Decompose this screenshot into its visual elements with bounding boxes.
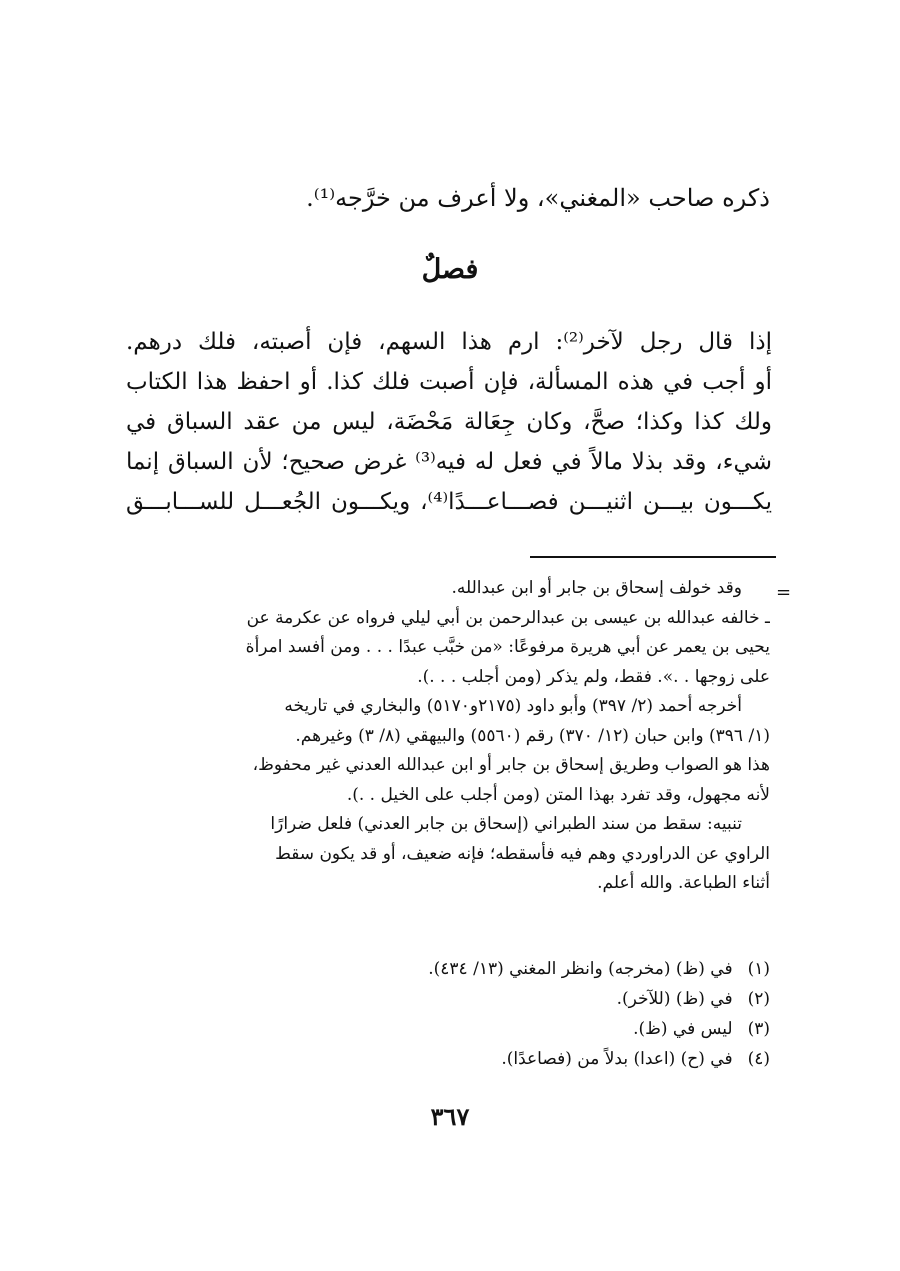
footnote-line: هذا هو الصواب وطريق إسحاق بن جابر أو ابن عبدالله العدني غير محفوظ، [252,755,770,775]
opening-line: ذكره صاحب «المغني»، ولا أعرف من خرَّجه⁽¹⁾. [306,184,770,212]
footnote-number: (٤) [747,1049,770,1069]
main-line: يكـــون بيـــن اثنيـــن فصـــاعـــدًا⁽⁴⁾، ويكـــون الجُعـــل للســـابـــق [126,489,772,515]
footnote-block [130,574,770,899]
footnote-line: وقد خولف إسحاق بن جابر أو ابن عبدالله. [451,578,742,598]
numbered-footnote [130,954,770,984]
footnote-text: ليس في (ظ). [633,1019,733,1039]
continuation-mark: = [776,582,792,603]
footnote-line: الراوي عن الدراوردي وهم فيه فأسقطه؛ فإنه ضعيف، أو قد يكون سقط [275,843,770,864]
footnote-line: أخرجه أحمد (٢/ ٣٩٧) وأبو داود (٢١٧٥و٥١٧٠) والبخاري في تاريخه [284,696,742,716]
main-paragraph [126,322,772,522]
numbered-footnote [130,1014,770,1044]
footnote-number: (٣) [747,1019,770,1039]
footnote-line: أثناء الطباعة. والله أعلم. [597,873,770,893]
footnote-line: على زوجها . .». فقط، ولم يذكر (ومن أجلب . . .). [417,666,770,687]
footnote-text: في (ح) (اعدا) بدلاً من (فصاعدًا). [501,1049,733,1069]
footnote-number: (١) [747,959,770,979]
main-line: ولك كذا وكذا؛ صحَّ، وكان جِعَالة مَحْضَة، ليس من عقد السباق في [126,409,772,435]
footnote-line: (١/ ٣٩٦) وابن حبان (١٢/ ٣٧٠) رقم (٥٥٦٠) والبيهقي (٨/ ٣) وغيرهم. [295,725,770,746]
numbered-footnotes [130,954,770,1074]
footnote-text: في (ظ) (مخرجه) وانظر المغني (١٣/ ٤٣٤). [428,959,733,979]
footnote-line: تنبيه: سقط من سند الطبراني (إسحاق بن جابر العدني) فلعل ضرارًا [270,814,742,834]
numbered-footnote [130,1044,770,1074]
footnote-number: (٢) [747,989,770,1009]
footnote-line: لأنه مجهول، وقد تفرد بهذا المتن (ومن أجلب على الخيل . .). [346,784,770,805]
numbered-footnote [130,984,770,1014]
footnote-line: يحيى بن يعمر عن أبي هريرة مرفوعًا: «من خبَّب عبدًا . . . ومن أفسد امرأة [245,637,770,657]
footnote-line: ـ خالفه عبدالله بن عيسى بن عبدالرحمن بن أبي ليلي فرواه عن عكرمة عن [246,607,770,628]
footnote-text: في (ظ) (للآخر). [616,989,733,1009]
main-line: أو أجب في هذه المسألة، فإن أصبت فلك كذا. أو احفظ هذا الكتاب [126,369,772,395]
main-line: شيء، وقد بذلا مالاً في فعل له فيه⁽³⁾ غرض صحيح؛ لأن السباق إنما [126,449,772,475]
page-number: ٣٦٧ [430,1102,470,1131]
footnote-separator [530,556,776,558]
section-title: فصلٌ [421,254,479,285]
main-line: إذا قال رجل لآخر⁽²⁾: ارم هذا السهم، فإن أصبته، فلك درهم. [126,329,772,355]
